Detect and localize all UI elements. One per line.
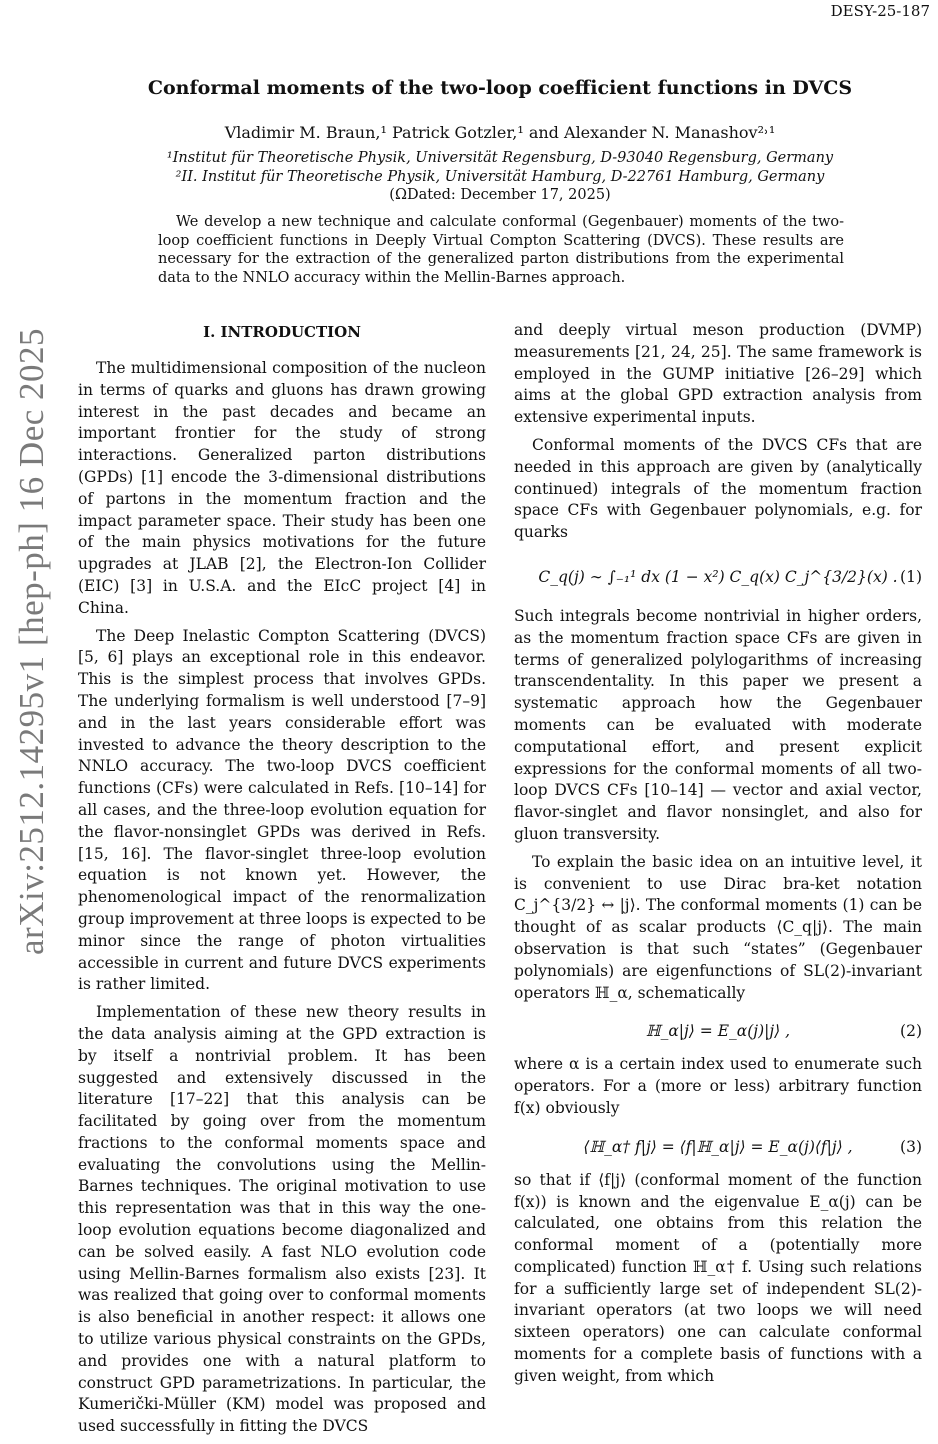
equation-2-number: (2) bbox=[900, 1022, 922, 1041]
paper-title: Conformal moments of the two-loop coefficient functions in DVCS bbox=[147, 77, 853, 99]
equation-3-body: ⟨ℍ_α† f|j⟩ = ⟨f|ℍ_α|j⟩ = E_α(j)⟨f|j⟩ , bbox=[583, 1137, 853, 1156]
right-paragraph-1: and deeply virtual meson production (DVMP) measurements [21, 24, 25]. The same framework is employed in the GUMP initiative [26–29] which aims at the global GPD extraction analysis from extensive experimental inputs. bbox=[514, 321, 922, 427]
authors: Vladimir M. Braun,¹ Patrick Gotzler,¹ and Alexander N. Manashov²˒¹ bbox=[224, 123, 776, 142]
equation-2-body: ℍ_α|j⟩ = E_α(j)|j⟩ , bbox=[645, 1022, 791, 1041]
right-paragraph-6: so that if ⟨f|j⟩ (conformal moment of the function f(x)) is known and the eigenvalue E_α(j) can be calculated, one obtains from this relation the conformal moment of a (potentially more complicated) function ℍ_α† f. Using such relations for a sufficiently large set of independent SL(2)-invariant operators (at two loops we will need sixteen operators) one can calculate conformal moments for a complete basis of functions with a given weight, from which bbox=[514, 1170, 922, 1385]
equation-3-number: (3) bbox=[900, 1137, 922, 1156]
equation-3 bbox=[514, 1126, 922, 1170]
equation-2 bbox=[514, 1010, 922, 1054]
equation-1 bbox=[514, 550, 922, 606]
intro-paragraph-3: Implementation of these new theory results in the data analysis aiming at the GPD extraction is by itself a nontrivial problem. It has been suggested and extensively discussed in the literature [17–22] that this analysis can be facilitated by going over from the momentum fractions to the conformal moments space and evaluating the convolutions using the Mellin-Barnes techniques. The original motivation to use this representation was that in this way the one-loop evolution equations become diagonalized and can be solved easily. A fast NLO evolution code using Mellin-Barnes formalism also exists [23]. It was realized that going over to conformal moments is also beneficial in another respect: it allows one to utilize various physical constraints on the GPDs, and provides one with a natural platform to construct GPD parametrizations. In particular, the Kumerički-Müller (KM) model was proposed and used successfully in fitting the DVCS bbox=[78, 1003, 486, 1436]
right-paragraph-2: Conformal moments of the DVCS CFs that are needed in this approach are given by (analytically continued) integrals of the momentum fraction space CFs with Gegenbauer polynomials, e.g. for quarks bbox=[514, 435, 922, 542]
section-heading: I. INTRODUCTION bbox=[203, 323, 361, 341]
abstract: We develop a new technique and calculate conformal (Gegenbauer) moments of the two-loop coefficient functions in Deeply Virtual Compton Scattering (DVCS). These results are necessary for the extraction of the generalized parton distributions from the experimental data to the NNLO accuracy within the Mellin-Barnes approach. bbox=[158, 214, 844, 286]
intro-paragraph-1: The multidimensional composition of the nucleon in terms of quarks and gluons has drawn growing interest in the past decades and became an important frontier for the study of strong interactions. Generalized parton distributions (GPDs) [1] encode the 3-dimensional distributions of partons in the momentum fraction and the impact parameter space. Their study has been one of the main physics motivations for the future upgrades at JLAB [2], the Electron-Ion Collider (EIC) [3] in U.S.A. and the EIcC project [4] in China. bbox=[78, 359, 486, 617]
right-column bbox=[514, 320, 922, 1394]
left-column bbox=[78, 320, 486, 1444]
report-number: DESY-25-187 bbox=[830, 2, 930, 20]
equation-1-body: C_q(j) ∼ ∫₋₁¹ dx (1 − x²) C_q(x) C_j^{3/2}(x) . bbox=[538, 568, 898, 587]
right-paragraph-3: Such integrals become nontrivial in higher orders, as the momentum fraction space CFs are given in terms of generalized polylogarithms of increasing transcendentality. In this paper we present a systematic approach how the Gegenbauer moments can be evaluated with moderate computational effort, and present explicit expressions for the conformal moments of all two-loop DVCS CFs [10–14] — vector and axial vector, flavor-singlet and flavor nonsinglet, and also for gluon transversity. bbox=[514, 606, 922, 843]
affiliation-1: ¹Institut für Theoretische Physik, Universität Regensburg, D-93040 Regensburg, Germany bbox=[166, 150, 834, 166]
arxiv-stamp: arXiv:2512.14295v1 [hep-ph] 16 Dec 2025 bbox=[12, 327, 51, 955]
right-paragraph-4: To explain the basic idea on an intuitive level, it is convenient to use Dirac bra-ket notation C_j^{3/2} ↔ |j⟩. The conformal moments (1) can be thought of as scalar products ⟨C_q|j⟩. The main observation is that such “states” (Gegenbauer polynomials) are eigenfunctions of SL(2)-invariant operators ℍ_α, schematically bbox=[514, 852, 922, 1002]
affiliation-2: ²II. Institut für Theoretische Physik, Universität Hamburg, D-22761 Hamburg, Germany bbox=[175, 169, 825, 185]
date: (ΩDated: December 17, 2025) bbox=[389, 187, 611, 203]
intro-paragraph-2: The Deep Inelastic Compton Scattering (DVCS) [5, 6] plays an exceptional role in this endeavor. This is the simplest process that involves GPDs. The underlying formalism is well understood [7–9] and in the last years considerable effort was invested to advance the theory description to the NNLO accuracy. The two-loop DVCS coefficient functions (CFs) were calculated in Refs. [10–14] for all cases, and the three-loop evolution equation for the flavor-nonsinglet GPDs was derived in Refs. [15, 16]. The flavor-singlet three-loop evolution equation is not known yet. However, the phenomenological impact of the renormalization group improvement at three loops is expected to be minor since the range of photon virtualities accessible in current and future DVCS experiments is rather limited. bbox=[78, 626, 486, 994]
equation-1-number: (1) bbox=[900, 568, 922, 587]
right-paragraph-5: where α is a certain index used to enumerate such operators. For a (more or less) arbitrary function f(x) obviously bbox=[514, 1055, 922, 1117]
